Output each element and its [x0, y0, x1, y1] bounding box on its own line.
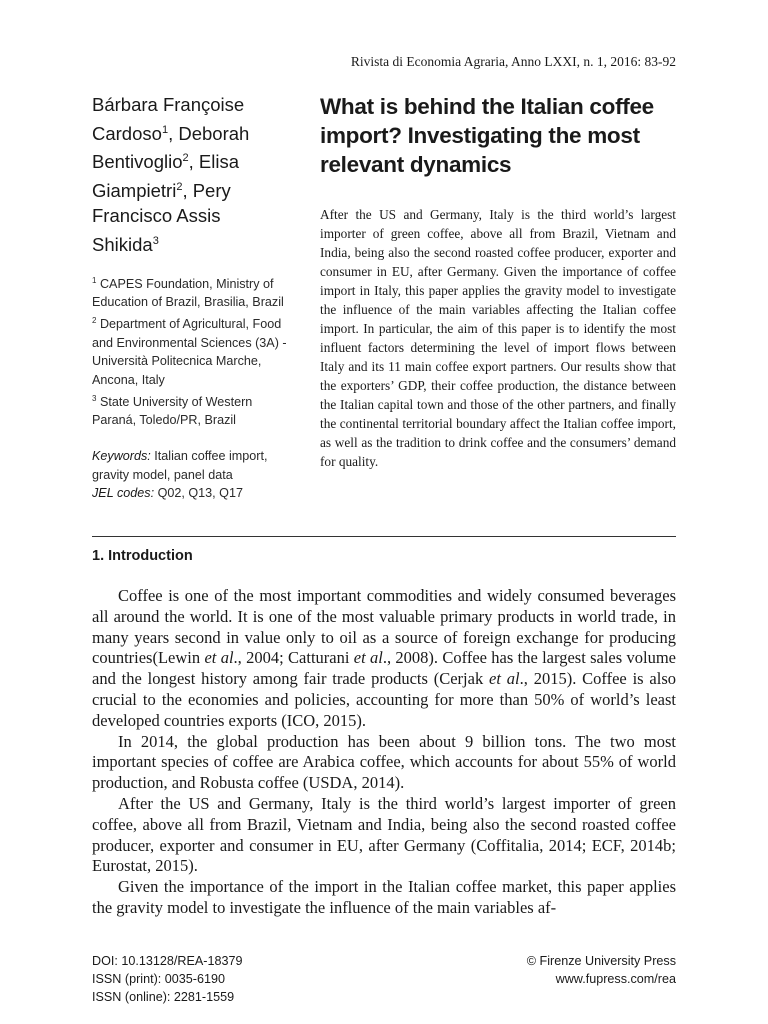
journal-header: Rivista di Economia Agraria, Anno LXXI, n. 1, 2016: 83-92	[350, 54, 676, 69]
jel-codes: JEL codes: Q02, Q13, Q17	[92, 486, 243, 501]
section-heading: 1. Introduction	[92, 548, 193, 564]
issn-print: ISSN (print): 0035-6190	[92, 972, 226, 986]
body-text	[92, 586, 676, 919]
author-name: Deborah Bentivoglio	[92, 122, 250, 173]
paragraph: In 2014, the global production has been about 9 billion tons. The two most important species of coffee are Arabica coffee, which accounts for about 55% of world production, and Robusta coffee (USDA, 2014).	[92, 731, 676, 793]
author-name: Elisa Giampietri	[92, 151, 240, 201]
author-sup: 2	[182, 152, 189, 165]
paragraph: Coffee is one of the most important commodities and widely consumed beverages all around the world. It is one of the most valuable primary products in world trade, in many years second in value only to oil as a source of foreign exchange for producing countries(Lewin et al., 2004; Catturani et al., 2008). Coffee has the largest sales volume and the longest history among fair trade products (Cerjak et al., 2015). Coffee is also crucial to the economies and policies, accounting for more than 50% of world’s least developed countries exports (ICO, 2015).	[92, 586, 676, 730]
author-name: Bárbara Françoise Cardoso	[92, 94, 245, 144]
affiliation: $^3$ State University of Western Paraná, Toledo/PR, Brazil	[92, 393, 253, 428]
affiliation: $^2$ Department of Agricultural, Food and Environmental Sciences (3A) - Università Politecnica Marche, Ancona, Italy	[92, 316, 287, 387]
paper-title: What is behind the Italian coffee import? Investigating the most relevant dynamics	[320, 94, 654, 177]
footer-publisher	[527, 952, 676, 988]
jel-label: JEL codes:	[92, 486, 155, 501]
title-column	[320, 92, 676, 471]
paragraph: After the US and Germany, Italy is the third world’s largest importer of green coffee, above all from Brazil, Vietnam and India, being also the second roasted coffee producer, exporter and consumer in EU, after Germany (Coffitalia, 2014; ECF, 2014b; Eurostat, 2015).	[92, 793, 676, 876]
affiliation: $^1$ CAPES Foundation, Ministry of Education of Brazil, Brasilia, Brazil	[92, 275, 284, 310]
author-column	[92, 92, 292, 503]
issn-online: ISSN (online): 2281-1559	[92, 990, 235, 1004]
publisher-url: www.fupress.com/rea	[555, 972, 676, 986]
keywords: Keywords: Italian coffee import, gravity model, panel data	[92, 448, 268, 482]
abstract: After the US and Germany, Italy is the third world’s largest importer of green coffee, above all from Brazil, Vietnam and India, being also the second roasted coffee producer, exporter and consumer in EU, after Germany. Given the importance of coffee import in Italy, this paper applies the gravity model to investigate the influence of the main variables affecting the Italian coffee import. In particular, the aim of this paper is to identify the most influent factors determining the level of import flows between Italy and its 11 main coffee export partners. Our results show that the exporters’ GDP, their coffee production, the distance between the Italian capital town and those of the other partners, and finally the continental territorial boundary affect the Italian coffee import, as well as the tradition to drink coffee and the consumers’ demand for quality.	[320, 207, 676, 469]
author-name: Pery Francisco Assis Shikida	[92, 179, 231, 256]
paragraph: Given the importance of the import in the Italian coffee market, this paper applies the gravity model to investigate the influence of the main variables af-	[92, 877, 676, 917]
author-sup: 3	[152, 234, 159, 247]
keywords-block	[92, 447, 292, 503]
section-divider	[92, 536, 676, 537]
keywords-label: Keywords:	[92, 448, 151, 463]
author-list: Bárbara Françoise Cardoso$^1$, Deborah Bentivoglio$^2$, Elisa Giampietri$^2$, Pery Francisco Assis Shikida$^3$	[92, 94, 250, 256]
affiliations	[92, 272, 292, 430]
doi: DOI: 10.13128/REA-18379	[92, 954, 243, 968]
author-sup: 2	[176, 180, 183, 193]
author-sup: 1	[161, 123, 169, 136]
footer-identifiers	[92, 952, 243, 1006]
publisher: © Firenze University Press	[526, 954, 676, 968]
